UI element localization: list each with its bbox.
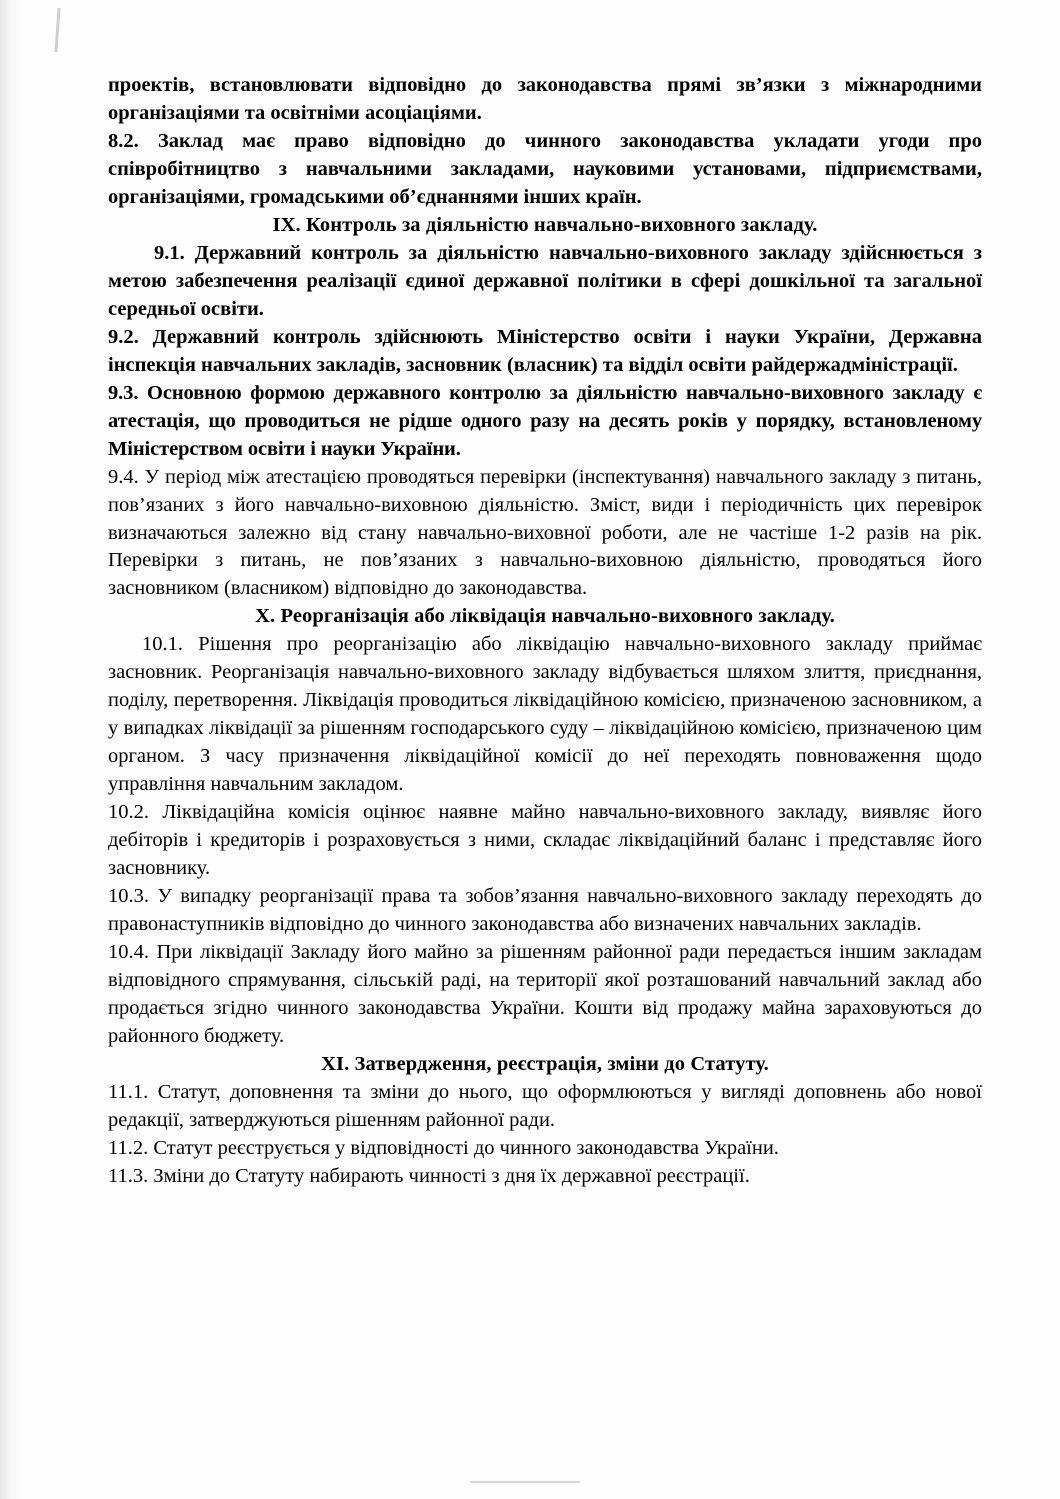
scan-edge-artifact	[0, 0, 26, 1499]
paragraph-9-4: 9.4. У період між атестацією проводяться перевірки (інспектування) навчального закладу з питань, пов’язаних з його навчально-виховною діяльністю. Зміст, види і періодичність цих перевірок визначаються залежно від стану навчально-виховної роботи, але не частіше 1-2 разів на рік. Перевірки з питань, не пов’язаних з навчально-виховною діяльністю, проводяться його засновником (власником) відповідно до законодавства.	[108, 465, 982, 600]
document-text-body	[108, 72, 982, 1191]
paragraph-9-3: 9.3. Основною формою державного контролю за діяльністю навчально-виховного закладу є атестація, що проводиться не рідше одного разу на десять років у порядку, встановленому Міністерством освіти і науки України.	[108, 381, 982, 460]
section-heading-9: IX. Контроль за діяльністю навчально-виховного закладу.	[272, 213, 818, 236]
scan-mark-artifact	[54, 8, 60, 52]
paragraph-10-4: 10.4. При ліквідації Закладу його майно за рішенням районної ради передається іншим закладам відповідного спрямування, сільській раді, на території якої розташований навчальний заклад або продається згідно чинного законодавства України. Кошти від продажу майна зараховуються до районного бюджету.	[108, 941, 982, 1047]
paragraph-11-3: 11.3. Зміни до Статуту набирають чинності з дня їх державної реєстрації.	[108, 1164, 750, 1187]
paragraph-9-2: 9.2. Державний контроль здійснюють Міністерство освіти і науки України, Державна інспекція навчальних закладів, засновник (власник) та відділ освіти райдержадміністрації.	[108, 325, 982, 376]
paragraph-10-1: 10.1. Рішення про реорганізацію або ліквідацію навчально-виховного закладу приймає засновник. Реорганізація навчально-виховного закладу відбувається шляхом злиття, приєднання, поділу, перетворення. Ліквідація проводиться ліквідаційною комісією, призначеною засновником, а у випадках ліквідації за рішенням господарського суду – ліквідаційною комісією, призначеною цим органом. З часу призначення ліквідаційної комісії до неї переходять повноваження щодо управління навчальним закладом.	[108, 633, 982, 796]
paragraph-10-3: 10.3. У випадку реорганізації права та зобов’язання навчально-виховного закладу переходять до правонаступників відповідно до чинного законодавства або визначених навчальних закладів.	[108, 885, 982, 936]
paragraph-11-1: 11.1. Статут, доповнення та зміни до нього, що оформлюються у вигляді доповнень або нової редакції, затверджуються рішенням районної ради.	[108, 1080, 982, 1131]
paragraph-8-2: 8.2. Заклад має право відповідно до чинного законодавства укладати угоди про співробітництво з навчальними закладами, науковими установами, підприємствами, організаціями, громадськими об’єднаннями інших країн.	[108, 129, 982, 208]
paragraph-8-1-continuation: проектів, встановлювати відповідно до законодавства прямі зв’язки з міжнародними організаціями та освітніми асоціаціями.	[108, 74, 982, 124]
section-heading-11: XI. Затвердження, реєстрація, зміни до Статуту.	[321, 1052, 769, 1075]
paragraph-11-2: 11.2. Статут реєструється у відповідності до чинного законодавства України.	[108, 1136, 779, 1159]
section-heading-10: X. Реорганізація або ліквідація навчально-виховного закладу.	[255, 605, 835, 628]
scan-bottom-artifact	[470, 1481, 580, 1483]
paragraph-9-1: 9.1. Державний контроль за діяльністю навчально-виховного закладу здійснюється з метою забезпечення реалізації єдиної державної політики в сфері дошкільної та загальної середньої освіти.	[108, 241, 982, 320]
paragraph-10-2: 10.2. Ліквідаційна комісія оцінює наявне майно навчально-виховного закладу, виявляє його дебіторів і кредиторів і розраховується з ними, складає ліквідаційний баланс і представляє його засновнику.	[108, 801, 982, 880]
